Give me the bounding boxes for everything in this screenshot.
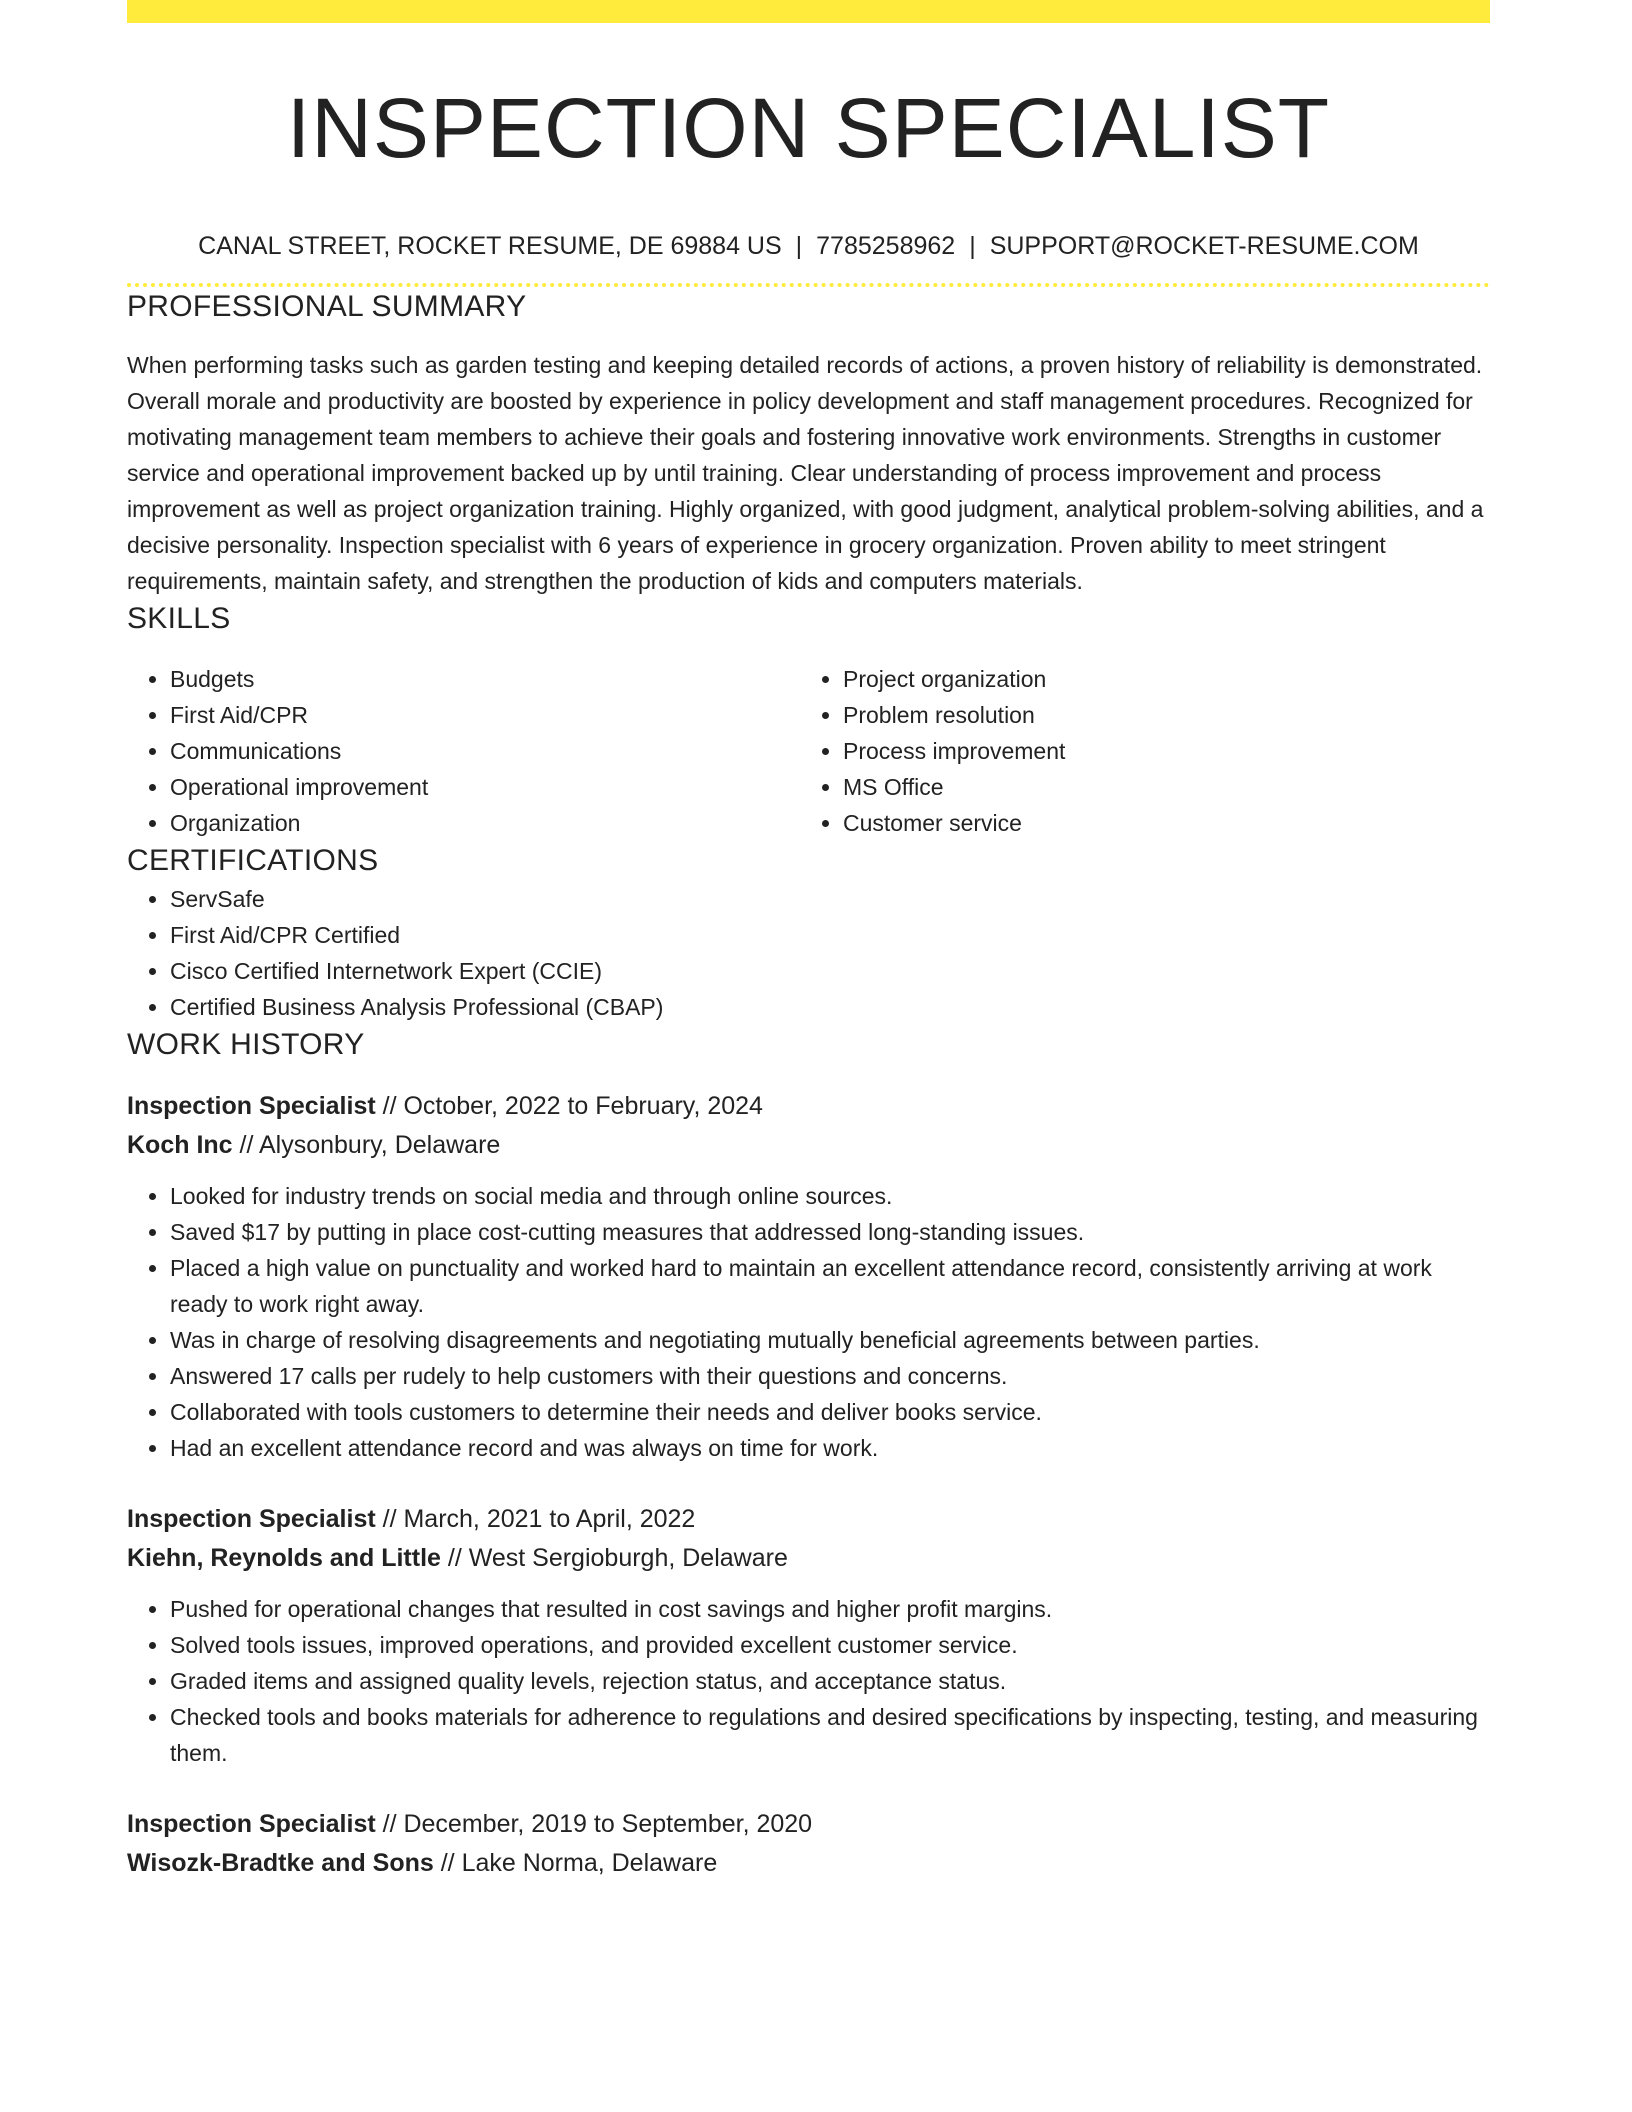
- skill-item: • First Aid/CPR: [170, 697, 800, 733]
- job-role: Inspection Specialist: [127, 1810, 376, 1838]
- skills-list-right: [800, 661, 1490, 841]
- job-company-line: [127, 1126, 1490, 1165]
- work-history-heading: WORK HISTORY: [127, 1028, 365, 1061]
- skill-item: • Communications: [170, 733, 800, 769]
- job-role-line: [127, 1087, 1490, 1126]
- contact-email: SUPPORT@ROCKET-RESUME.COM: [989, 232, 1419, 260]
- job-bullets: [127, 1591, 1490, 1771]
- certification-item: • Certified Business Analysis Professional (CBAP): [170, 989, 1490, 1025]
- contact-separator: |: [969, 232, 976, 260]
- job-role: Inspection Specialist: [127, 1505, 376, 1533]
- job-company: Wisozk-Bradtke and Sons: [127, 1849, 434, 1877]
- certifications-heading: CERTIFICATIONS: [127, 844, 379, 877]
- job-role-line: [127, 1500, 1490, 1539]
- skill-item: • Operational improvement: [170, 769, 800, 805]
- job-bullet: • Pushed for operational changes that resulted in cost savings and higher profit margins.: [170, 1591, 1490, 1627]
- job-bullet: • Collaborated with tools customers to determine their needs and deliver books service.: [170, 1394, 1490, 1430]
- job-role-line: [127, 1805, 1490, 1844]
- job-bullets: [127, 1178, 1490, 1466]
- skill-item: • Customer service: [843, 805, 1490, 841]
- contact-line: [127, 230, 1490, 262]
- skill-item: • Problem resolution: [843, 697, 1490, 733]
- resume-content: [127, 0, 1490, 1883]
- job-role: Inspection Specialist: [127, 1092, 376, 1120]
- candidate-title: INSPECTION SPECIALIST: [286, 81, 1331, 175]
- contact-phone: 7785258962: [816, 232, 956, 260]
- job-bullet: • Graded items and assigned quality levels, rejection status, and acceptance status.: [170, 1663, 1490, 1699]
- skills-heading: SKILLS: [127, 602, 231, 635]
- job-entry: [127, 1500, 1490, 1771]
- skills-list-left: [127, 661, 800, 841]
- skill-item: • Project organization: [843, 661, 1490, 697]
- job-bullet: • Answered 17 calls per rudely to help customers with their questions and concerns.: [170, 1358, 1490, 1394]
- job-bullet: • Looked for industry trends on social media and through online sources.: [170, 1178, 1490, 1214]
- job-company-line: [127, 1539, 1490, 1578]
- job-dates: // October, 2022 to February, 2024: [382, 1092, 763, 1120]
- certifications-list: [127, 881, 1490, 1025]
- certification-item: • ServSafe: [170, 881, 1490, 917]
- job-dates: // December, 2019 to September, 2020: [382, 1810, 813, 1838]
- contact-separator: |: [795, 232, 803, 260]
- job-dates: // March, 2021 to April, 2022: [382, 1505, 696, 1533]
- certification-item: • Cisco Certified Internetwork Expert (CCIE): [170, 953, 1490, 989]
- job-bullet: • Placed a high value on punctuality and worked hard to maintain an excellent attendance record, consistently arriving at work ready to work right away.: [170, 1250, 1490, 1322]
- job-bullet: • Was in charge of resolving disagreements and negotiating mutually beneficial agreements between parties.: [170, 1322, 1490, 1358]
- summary-text: When performing tasks such as garden testing and keeping detailed records of actions, a proven history of reliability is demonstrated. Overall morale and productivity are boosted by experience in policy development and staff management procedures. Recognized for motivating management team members to achieve their goals and fostering innovative work environments. Strengths in customer service and operational improvement backed up by until training. Clear understanding of process improvement and process improvement as well as project organization training. Highly organized, with good judgment, analytical problem-solving abilities, and a decisive personality. Inspection specialist with 6 years of experience in grocery organization. Proven ability to meet stringent requirements, maintain safety, and strengthen the production of kids and computers materials.: [127, 352, 1484, 594]
- job-bullet: • Saved $17 by putting in place cost-cutting measures that addressed long-standing issues.: [170, 1214, 1490, 1250]
- job-location: // Lake Norma, Delaware: [440, 1849, 718, 1877]
- contact-address: CANAL STREET, ROCKET RESUME, DE 69884 US: [198, 232, 782, 260]
- skills-grid: [127, 661, 1490, 841]
- job-entry: [127, 1087, 1490, 1466]
- job-company-line: [127, 1844, 1490, 1883]
- job-location: // West Sergioburgh, Delaware: [447, 1544, 788, 1572]
- job-bullet: • Solved tools issues, improved operations, and provided excellent customer service.: [170, 1627, 1490, 1663]
- job-location: // Alysonbury, Delaware: [239, 1131, 501, 1159]
- skill-item: • Budgets: [170, 661, 800, 697]
- job-entry: [127, 1805, 1490, 1883]
- skill-item: • Organization: [170, 805, 800, 841]
- certification-item: • First Aid/CPR Certified: [170, 917, 1490, 953]
- summary-heading: PROFESSIONAL SUMMARY: [127, 290, 527, 323]
- job-company: Kiehn, Reynolds and Little: [127, 1544, 441, 1572]
- job-bullet: • Had an excellent attendance record and was always on time for work.: [170, 1430, 1490, 1466]
- skill-item: • Process improvement: [843, 733, 1490, 769]
- job-bullet: • Checked tools and books materials for adherence to regulations and desired specifications by inspecting, testing, and measuring them.: [170, 1699, 1490, 1771]
- skill-item: • MS Office: [843, 769, 1490, 805]
- job-company: Koch Inc: [127, 1131, 233, 1159]
